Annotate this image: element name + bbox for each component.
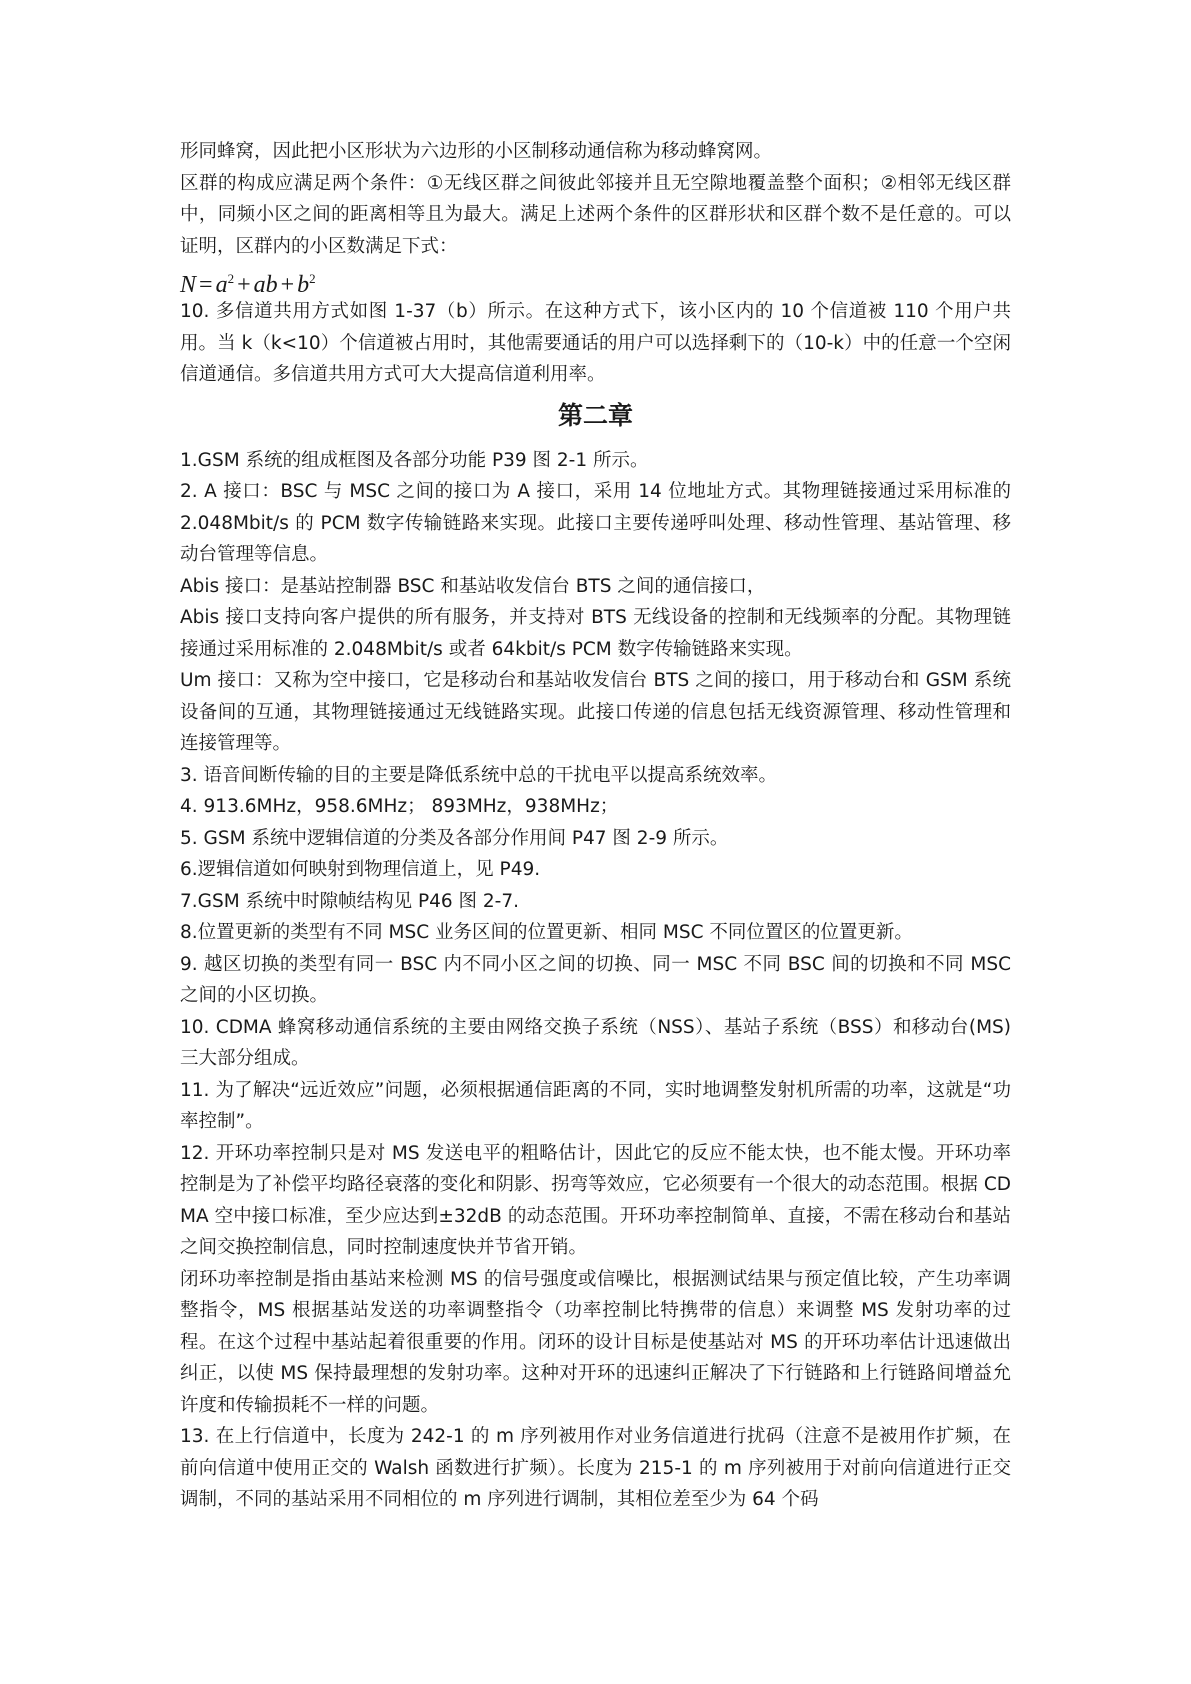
formula-lhs: N (180, 272, 197, 298)
formula-term-ab: ab (253, 272, 278, 298)
ch2-item-9: 9. 越区切换的类型有同一 BSC 内不同小区之间的切换、同一 MSC 不同 BSC 间的切换和不同 MSC 之间的小区切换。 (180, 953, 1011, 1006)
ch2-item-1: 1.GSM 系统的组成框图及各部分功能 P39 图 2-1 所示。 (180, 449, 649, 471)
ch2-item-11: 11. 为了解决“远近效应”问题，必须根据通信距离的不同，实时地调整发射机所需的功率，这就是“功率控制”。 (180, 1079, 1011, 1132)
ch2-item-4: 4. 913.6MHz，958.6MHz； 893MHz，938MHz； (180, 796, 619, 817)
formula-term-a: a (215, 272, 228, 298)
ch2-item-2-a-interface: 2. A 接口：BSC 与 MSC 之间的接口为 A 接口，采用 14 位地址方式。其物理链接通过采用标准的 2.048Mbit/s 的 PCM 数字传输链路来实现。此接口主要传递呼叫处理、移动性管理、基站管理、移动台管理等信息。 (180, 481, 1011, 565)
formula-exp-b: 2 (309, 271, 316, 286)
ch2-closed-loop: 闭环功率控制是指由基站来检测 MS 的信号强度或信噪比，根据测试结果与预定值比较，产生功率调整指令，MS 根据基站发送的功率调整指令（功率控制比特携带的信息）来调整 MS 发射功率的过程。在这个过程中基站起着很重要的作用。闭环的设计目标是使基站对 MS 的开环功率估计迅速做出纠正，以使 MS 保持最理想的发射功率。这种对开环的迅速纠正解决了下行链路和上行链路间增益允许度和传输损耗不一样的问题。 (180, 1268, 1011, 1416)
cluster-size-formula (180, 262, 1011, 296)
formula-term-b: b (297, 272, 310, 298)
formula-exp-a: 2 (227, 271, 235, 286)
ch2-item-5: 5. GSM 系统中逻辑信道的分类及各部分作用间 P47 图 2-9 所示。 (180, 827, 729, 849)
paragraph-cluster-conditions: 区群的构成应满足两个条件：①无线区群之间彼此邻接并且无空隙地覆盖整个面积；②相邻无线区群中，同频小区之间的距离相等且为最大。满足上述两个条件的区群形状和区群个数不是任意的。可以证明，区群内的小区数满足下式： (180, 172, 1011, 257)
ch2-abis-interface: Abis 接口：是基站控制器 BSC 和基站收发信台 BTS 之间的通信接口， (180, 575, 766, 597)
formula-equals: = (199, 272, 213, 298)
formula-plus-1: + (237, 272, 251, 298)
ch2-abis-support: Abis 接口支持向客户提供的所有服务，并支持对 BTS 无线设备的控制和无线频率的分配。其物理链接通过采用标准的 2.048Mbit/s 或者 64kbit/s PCM 数字传输链路来实现。 (180, 607, 1011, 660)
ch2-item-3: 3. 语音间断传输的目的主要是降低系统中总的干扰电平以提高系统效率。 (180, 764, 778, 786)
ch2-item-13: 13. 在上行信道中，长度为 242-1 的 m 序列被用作对业务信道进行扰码（注意不是被用作扩频，在前向信道中使用正交的 Walsh 函数进行扩频）。长度为 215-1 的 m 序列被用于对前向信道进行正交调制，不同的基站采用不同相位的 m 序列进行调制，其相位差至少为 64 个码 (180, 1426, 1011, 1510)
item-10-multichannel: 10. 多信道共用方式如图 1-37（b）所示。在这种方式下，该小区内的 10 个信道被 110 个用户共用。当 k（k<10）个信道被占用时，其他需要通话的用户可以选择剩下的（10-k）中的任意一个空闲信道通信。多信道共用方式可大大提高信道利用率。 (180, 301, 1011, 385)
ch2-item-12-open-loop: 12. 开环功率控制只是对 MS 发送电平的粗略估计，因此它的反应不能太快，也不能太慢。开环功率控制是为了补偿平均路径衰落的变化和阴影、拐弯等效应，它必须要有一个很大的动态范围。根据 CDMA 空中接口标准，至少应达到±32dB 的动态范围。开环功率控制简单、直接，不需在移动台和基站之间交换控制信息，同时控制速度快并节省开销。 (180, 1142, 1011, 1258)
ch2-um-interface: Um 接口：又称为空中接口，它是移动台和基站收发信台 BTS 之间的接口，用于移动台和 GSM 系统设备间的互通，其物理链接通过无线链路实现。此接口传递的信息包括无线资源管理、移动性管理和连接管理等。 (180, 670, 1011, 754)
formula-plus-2: + (280, 272, 295, 298)
ch2-item-7: 7.GSM 系统中时隙帧结构见 P46 图 2-7. (180, 890, 520, 912)
ch2-item-8: 8.位置更新的类型有不同 MSC 业务区间的位置更新、相同 MSC 不同位置区的位置更新。 (180, 922, 913, 943)
chapter-title: 第二章 (557, 400, 633, 430)
ch2-item-6: 6.逻辑信道如何映射到物理信道上，见 P49. (180, 859, 541, 880)
ch2-item-10: 10. CDMA 蜂窝移动通信系统的主要由网络交换子系统（NSS）、基站子系统（BSS）和移动台(MS)三大部分组成。 (180, 1016, 1011, 1069)
paragraph-cellular-network: 形同蜂窝，因此把小区形状为六边形的小区制移动通信称为移动蜂窝网。 (180, 141, 773, 162)
